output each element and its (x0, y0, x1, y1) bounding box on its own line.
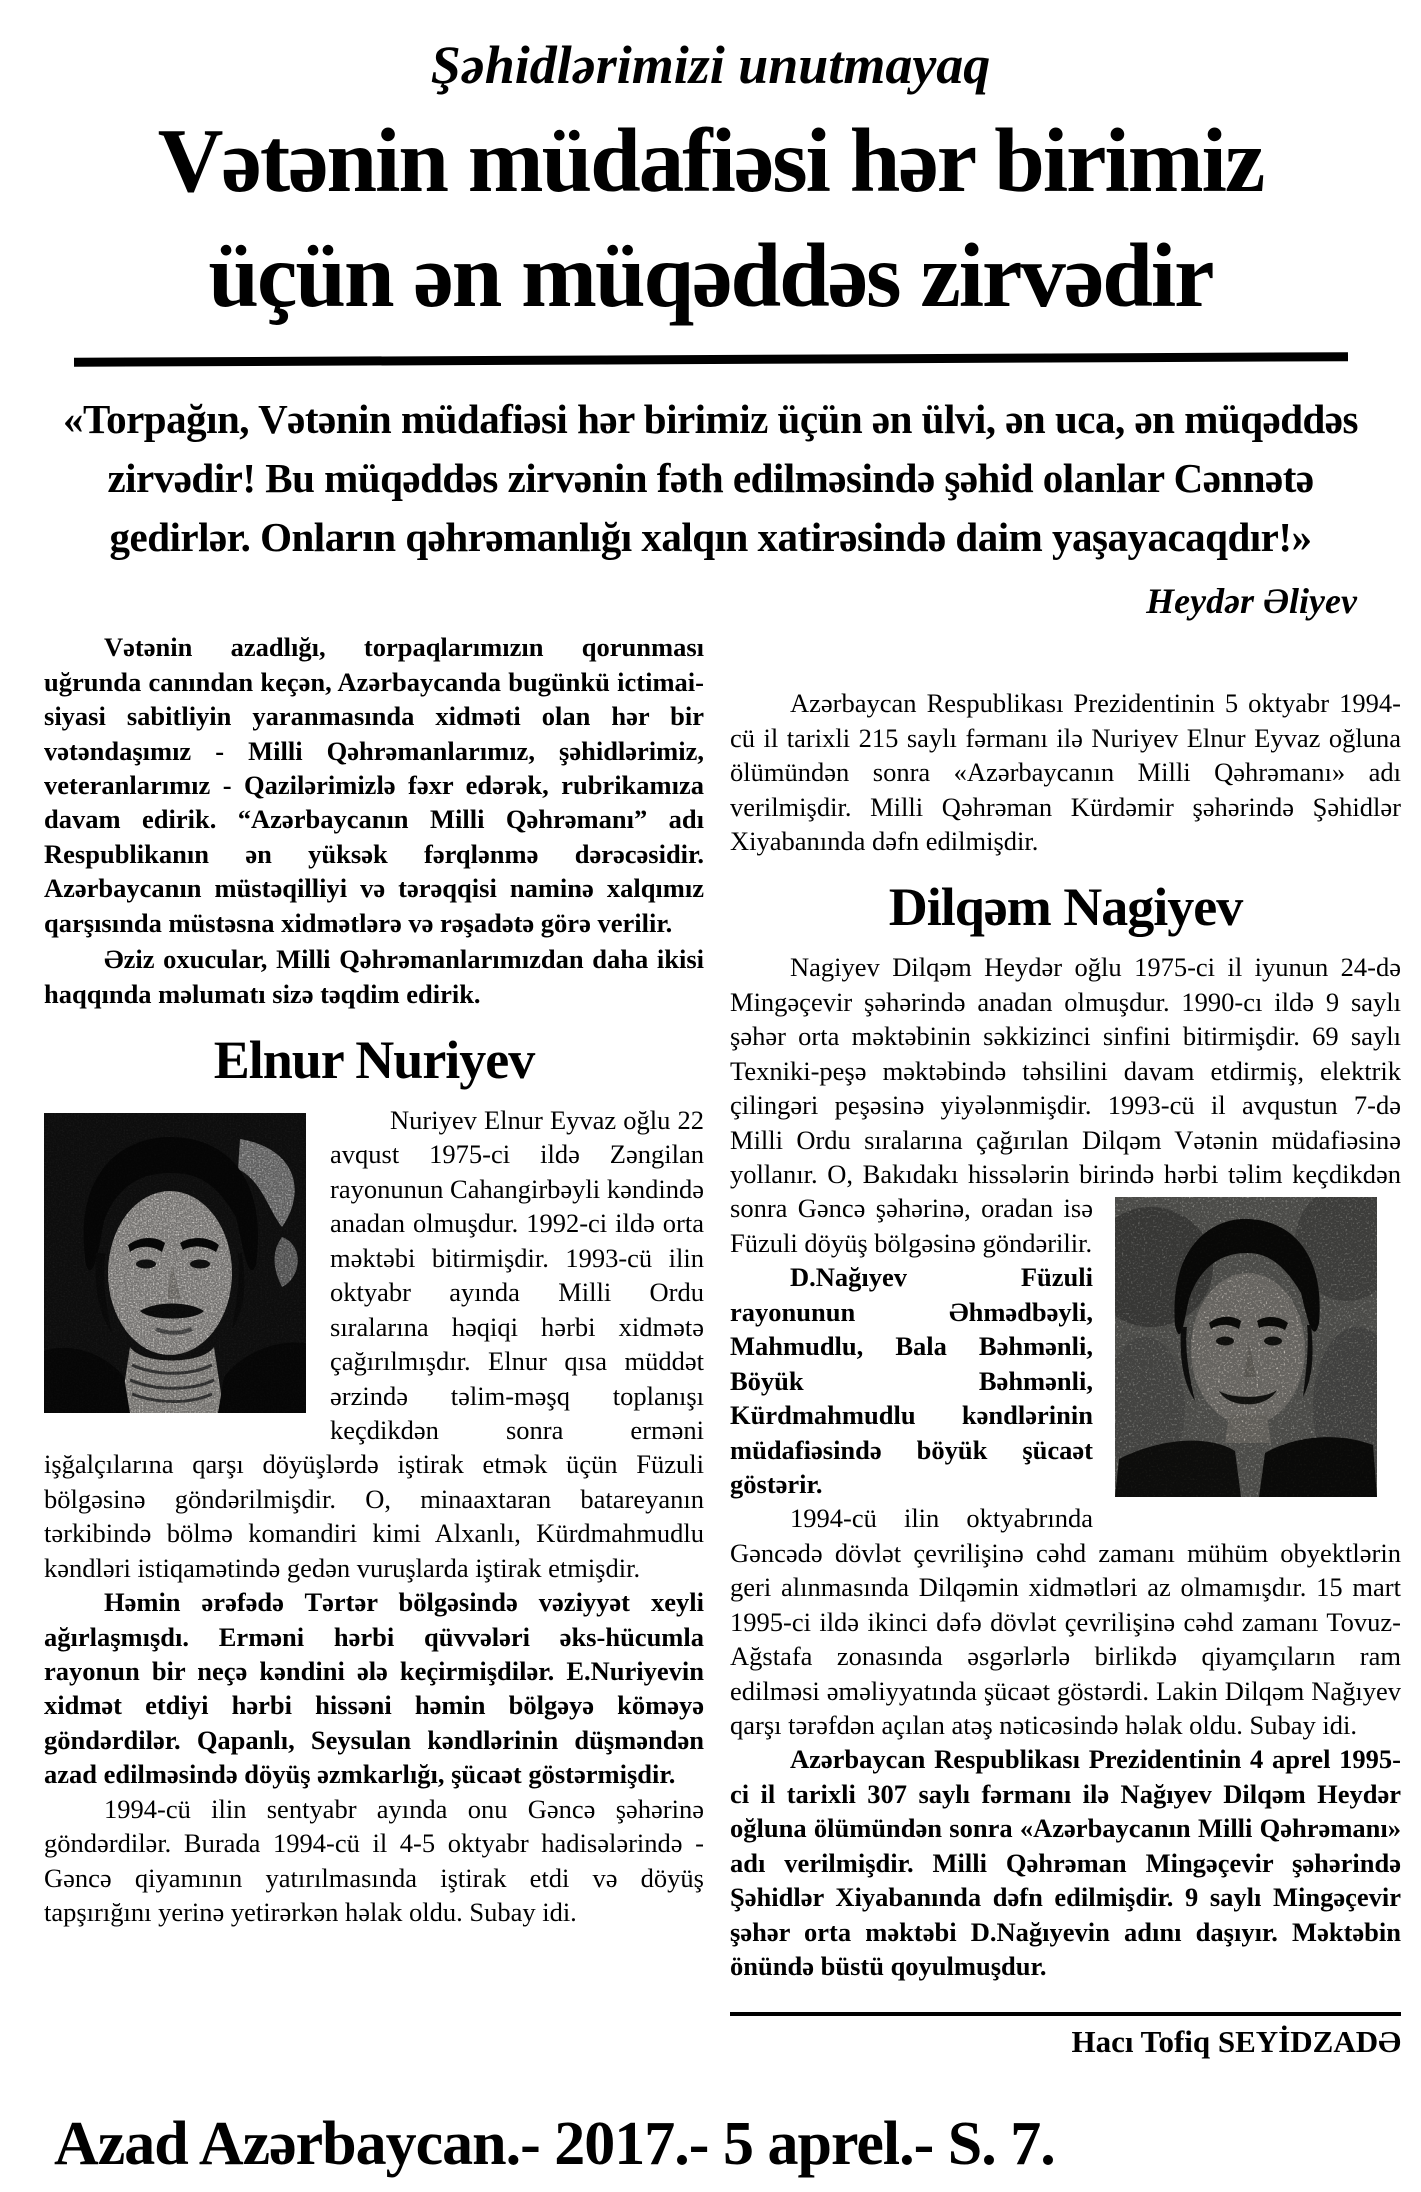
elnur-bio-paragraph (44, 1103, 704, 1585)
quote-attribution: Heydər Əliyev (1146, 581, 1357, 622)
coup-paragraph: 1994-cü ilin oktyabrında Gəncədə dövlət çevrilişinə cəhd zamanı mühüm obyektlərin geri alınmasında Dilqəmin xidmətləri az olmamışdır. 15 mart 1995-ci ildə ikinci dəfə dövlət çevrilişinə cəhd zamanı Tovuz-Ağstafa zonasında əsgərlərlə birlikdə qiyamçıların ram edilməsi əməliyyatında şücaət göstərdi. Lakin Dilqəm Nağıyev qarşı tərəfdən açılan atəş nəticəsində həlak oldu. Subay idi. (730, 1503, 1401, 1740)
elnur-portrait-photo (44, 1113, 306, 1413)
byline-rule (730, 2012, 1401, 2016)
column-right (730, 630, 1401, 2059)
intro-paragraph-2: Əziz oxucular, Milli Qəhrəmanlarımızdan daha ikisi haqqında məlumatı sizə təqdim edirik. (44, 944, 704, 1009)
elnur-death-paragraph: 1994-cü ilin sentyabr ayında onu Gəncə şəhərinə göndərdilər. Burada 1994-cü il 4-5 oktyabr hadisələrində - Gəncə qiyamının yatırılmasında iştirak etdi və döyüş tapşırığını yerinə yetirərkən həlak oldu. Subay idi. (44, 1793, 704, 1928)
column-left (44, 630, 704, 2059)
headline-line-1: Vətənin müdafiəsi hər birimiz (157, 110, 1264, 211)
dilqem-bio-paragraph (730, 950, 1401, 1260)
source-citation: Azad Azərbaycan.- 2017.- 5 aprel.- S. 7. (54, 2110, 1055, 2178)
intro-paragraph-1: Vətənin azadlığı, torpaqlarımızın qorunması uğrunda canından keçən, Azərbaycanda bugünkü ictimai-siyasi sabitliyin yaranmasında xidməti olan hər bir vətəndaşımız - Milli Qəhrəmanlarımız, şəhidlərimiz, veteranlarımız - Qazilərimizlə fəxr edərək, rubrikamıza davam edirik. “Azərbaycanın Milli Qəhrəmanı” adı Respublikanın ən yüksək fərqlənmə dərəcəsidir. Azərbaycanın müstəqilliyi və tərəqqisi naminə xalqımız qarşısında müstəsna xidmətlərə və rəşadətə görə verilir. (44, 632, 704, 938)
service-paragraph: D.Nağıyev Füzuli rayonunun Əhmədbəyli, Mahmudlu, Bala Bəhmənli, Böyük Bəhmənli, Kürdmahmudlu kəndlərinin müdafiəsində böyük şücaət göstərir. (730, 1262, 1093, 1499)
decree-paragraph-elnur: Azərbaycan Respublikası Prezidentinin 5 oktyabr 1994-cü il tarixli 215 saylı fərmanı ilə Nuriyev Elnur Eyvaz oğluna ölümündən sonra «Azərbaycanın Milli Qəhrəmanı» adı verilmişdir. Milli Qəhrəman Kürdəmir şəhərində Şəhidlər Xiyabanında dəfn edilmişdir. (730, 688, 1401, 856)
kicker: Şəhidlərimizi unutmayaq (430, 35, 991, 95)
article-columns (0, 622, 1421, 2059)
dilqem-bio-text-before-photo: Nagiyev Dilqəm Heydər oğlu 1975-ci il iyunun 24-də Mingəçevir şəhərində anadan olmuşdur. 1990-cı ildə 9 saylı şəhər orta məktəbinin səkkizinci sinfini bitirmişdir. 69 saylı Texniki-peşə məktəbində təhsilini davam etdirmiş, elektrik çilingəri peşəsinə yiyələnmişdir. 1993-cü il avqustun 7-də Milli Ordu sıralarına çağırılan Dilqəm Vətənin müdafiəsinə yollanır. O, Bakıdakı hissələrin birində hərbi təlim keçdikdən (730, 952, 1401, 1189)
lead-quote: «Torpağın, Vətənin müdafiəsi hər birimiz üçün ən ülvi, ən uca, ən müqəddəs zirvədir! Bu müqəddəs zirvənin fəth edilməsində şəhid olanlar Cənnətə gedirlər. Onların qəhrəmanlığı xalqın xatirəsində daim yaşayacaqdır!» (63, 396, 1358, 560)
headline-line-2: üçün ən müqəddəs zirvədir (208, 224, 1213, 326)
battle-paragraph: Həmin ərəfədə Tərtər bölgəsində vəziyyət xeyli ağırlaşmışdı. Erməni hərbi qüvvələri əks-hücumla rayonun bir neçə kəndini ələ keçirmişdilər. E.Nuriyevin xidmət etdiyi hərbi hissəni həmin bölgəyə köməyə göndərdilər. Qapanlı, Seysulan kəndlərinin düşməndən azad edilməsində döyüş əzmkarlığı, şücaət göstərmişdir. (44, 1587, 704, 1790)
dilqem-bio-text-after-photo: sonra Gəncə şəhərinə, oradan isə Füzuli döyüş bölgəsinə göndərilir. (730, 1193, 1093, 1258)
elnur-bio-text: Nuriyev Elnur Eyvaz oğlu 22 avqust 1975-ci ildə Zəngilan rayonunun Cahangirbəyli kəndində anadan olmuşdur. 1992-ci ildə orta məktəbi bitirmişdir. 1993-cü ilin oktyabr ayında Milli Ordu sıralarına həqiqi hərbi xidmətə çağırılmışdır. Elnur qısa müddət ərzində təlim-məşq toplanışı keçdikdən sonra erməni işğalçılarına qarşı döyüşlərdə iştirak etmək üçün Füzuli bölgəsinə göndərilmişdir. O, minaaxtaran batareyanın tərkibində bölmə komandiri kimi Alxanlı, Kürdmahmudlu kəndləri istiqamətində gedən vuruşlarda iştirak etmişdir. (44, 1105, 704, 1583)
section-heading-dilqem-nagiyev: Dilqəm Nagiyev (888, 877, 1243, 938)
dilqem-portrait-photo (1115, 1197, 1377, 1497)
byline: Hacı Tofiq SEYİDZADƏ (1071, 2023, 1401, 2059)
headline-rule (73, 353, 1347, 368)
decree-paragraph-dilqem: Azərbaycan Respublikası Prezidentinin 4 aprel 1995-ci il tarixli 307 saylı fərmanı ilə Nağıyev Dilqəm Heydər oğluna ölümündən sonra «Azərbaycanın Milli Qəhrəmanı» adı verilmişdir. Milli Qəhrəman Mingəçevir şəhərində Şəhidlər Xiyabanında dəfn edilmişdir. 9 saylı Mingəçevir şəhər orta məktəbi D.Nağıyevin adını daşıyır. Məktəbin önündə büstü qoyulmuşdur. (730, 1744, 1401, 1982)
section-heading-elnur-nuriyev: Elnur Nuriyev (213, 1030, 535, 1090)
headline (0, 104, 1421, 333)
